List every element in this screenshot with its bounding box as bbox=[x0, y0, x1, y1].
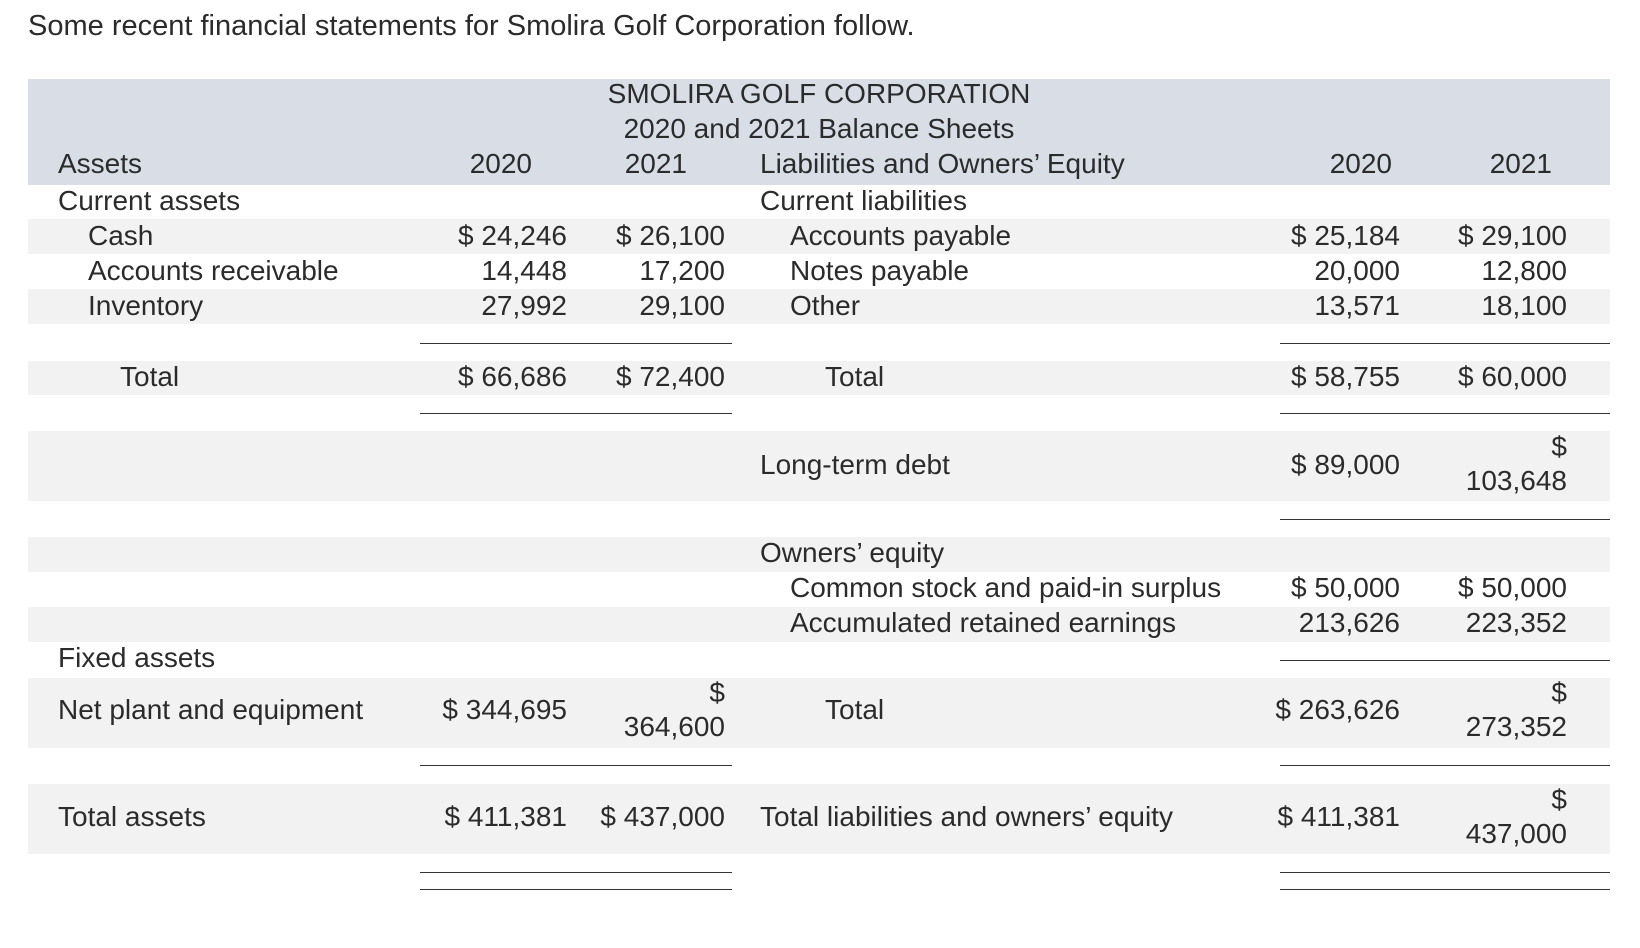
asset-value-2021: 17,200 bbox=[639, 255, 725, 286]
asset-value-2020: 14,448 bbox=[481, 255, 567, 286]
current-assets-total-2020: $ 66,686 bbox=[458, 361, 567, 392]
subtotal-rule bbox=[1280, 660, 1610, 661]
current-assets-total-label: Total bbox=[120, 361, 180, 392]
double-rule bbox=[420, 889, 732, 890]
current-assets-label: Current assets bbox=[58, 185, 241, 216]
liability-value-2021: $ 29,100 bbox=[1458, 220, 1567, 251]
total-liabilities-equity-label: Total liabilities and owners’ equity bbox=[760, 801, 1173, 832]
equity-total-2021-value: 273,352 bbox=[1465, 711, 1567, 742]
liab-year-2020-header: 2020 bbox=[1329, 148, 1392, 179]
long-term-debt-2021-sign: $ bbox=[1551, 431, 1567, 462]
company-name: SMOLIRA GOLF CORPORATION bbox=[607, 78, 1031, 109]
subtotal-rule bbox=[1280, 413, 1610, 414]
long-term-debt-label: Long-term debt bbox=[760, 449, 950, 480]
asset-row-label: Inventory bbox=[88, 290, 204, 321]
liability-value-2020: $ 25,184 bbox=[1291, 220, 1400, 251]
equity-value-2020: $ 50,000 bbox=[1291, 572, 1400, 603]
net-plant-2020: $ 344,695 bbox=[442, 694, 567, 725]
subtotal-rule bbox=[420, 413, 732, 414]
liability-value-2020: 13,571 bbox=[1314, 290, 1400, 321]
statement-subtitle: 2020 and 2021 Balance Sheets bbox=[623, 113, 1015, 144]
equity-row-label: Accumulated retained earnings bbox=[790, 607, 1177, 638]
total-assets-2020: $ 411,381 bbox=[444, 801, 567, 832]
double-rule bbox=[1280, 872, 1610, 873]
equity-total-2020: $ 263,626 bbox=[1275, 694, 1400, 725]
total-liabilities-equity-2021-sign: $ bbox=[1551, 784, 1567, 815]
subtotal-rule bbox=[420, 343, 732, 344]
liability-value-2020: 20,000 bbox=[1314, 255, 1400, 286]
total-assets-label: Total assets bbox=[58, 801, 206, 832]
equity-total-label: Total bbox=[825, 694, 885, 725]
current-liabilities-label: Current liabilities bbox=[760, 185, 967, 216]
total-assets-2021: $ 437,000 bbox=[600, 801, 725, 832]
liability-value-2021: 12,800 bbox=[1481, 255, 1567, 286]
equity-total-2021-sign: $ bbox=[1551, 677, 1567, 708]
equity-value-2021: $ 50,000 bbox=[1458, 572, 1567, 603]
subtotal-rule bbox=[420, 765, 732, 766]
equity-row-label: Common stock and paid-in surplus bbox=[790, 572, 1222, 603]
liabilities-header: Liabilities and Owners’ Equity bbox=[760, 148, 1125, 179]
subtotal-rule bbox=[1280, 519, 1610, 520]
net-plant-2021-value: 364,600 bbox=[623, 711, 725, 742]
liability-row-label: Notes payable bbox=[790, 255, 970, 286]
liability-row-label: Other bbox=[790, 290, 861, 321]
net-plant-label: Net plant and equipment bbox=[58, 694, 364, 725]
equity-value-2020: 213,626 bbox=[1298, 607, 1400, 638]
asset-value-2020: $ 24,246 bbox=[458, 220, 567, 251]
total-liabilities-equity-2020: $ 411,381 bbox=[1277, 801, 1400, 832]
assets-year-2021-header: 2021 bbox=[624, 148, 687, 179]
total-liabilities-equity-2021-value: 437,000 bbox=[1465, 818, 1567, 849]
current-liabilities-total-2020: $ 58,755 bbox=[1291, 361, 1400, 392]
double-rule bbox=[1280, 889, 1610, 890]
asset-row-label: Cash bbox=[88, 220, 154, 251]
double-rule bbox=[420, 872, 732, 873]
assets-year-2020-header: 2020 bbox=[469, 148, 532, 179]
liab-year-2021-header: 2021 bbox=[1489, 148, 1552, 179]
equity-value-2021: 223,352 bbox=[1465, 607, 1567, 638]
asset-value-2020: 27,992 bbox=[481, 290, 567, 321]
intro-text: Some recent financial statements for Smolira Golf Corporation follow. bbox=[28, 10, 915, 42]
subtotal-rule bbox=[1280, 765, 1610, 766]
current-assets-total-2021: $ 72,400 bbox=[616, 361, 725, 392]
asset-value-2021: $ 26,100 bbox=[616, 220, 725, 251]
asset-value-2021: 29,100 bbox=[639, 290, 725, 321]
fixed-assets-label: Fixed assets bbox=[58, 642, 216, 673]
long-term-debt-2020: $ 89,000 bbox=[1291, 449, 1400, 480]
current-liabilities-total-2021: $ 60,000 bbox=[1458, 361, 1567, 392]
subtotal-rule bbox=[1280, 343, 1610, 344]
asset-row-label: Accounts receivable bbox=[88, 255, 339, 286]
current-liabilities-total-label: Total bbox=[825, 361, 885, 392]
owners-equity-label: Owners’ equity bbox=[760, 537, 945, 568]
net-plant-2021-sign: $ bbox=[709, 677, 725, 708]
long-term-debt-2021-value: 103,648 bbox=[1465, 465, 1567, 496]
liability-row-label: Accounts payable bbox=[790, 220, 1012, 251]
assets-header: Assets bbox=[58, 148, 143, 179]
liability-value-2021: 18,100 bbox=[1481, 290, 1567, 321]
